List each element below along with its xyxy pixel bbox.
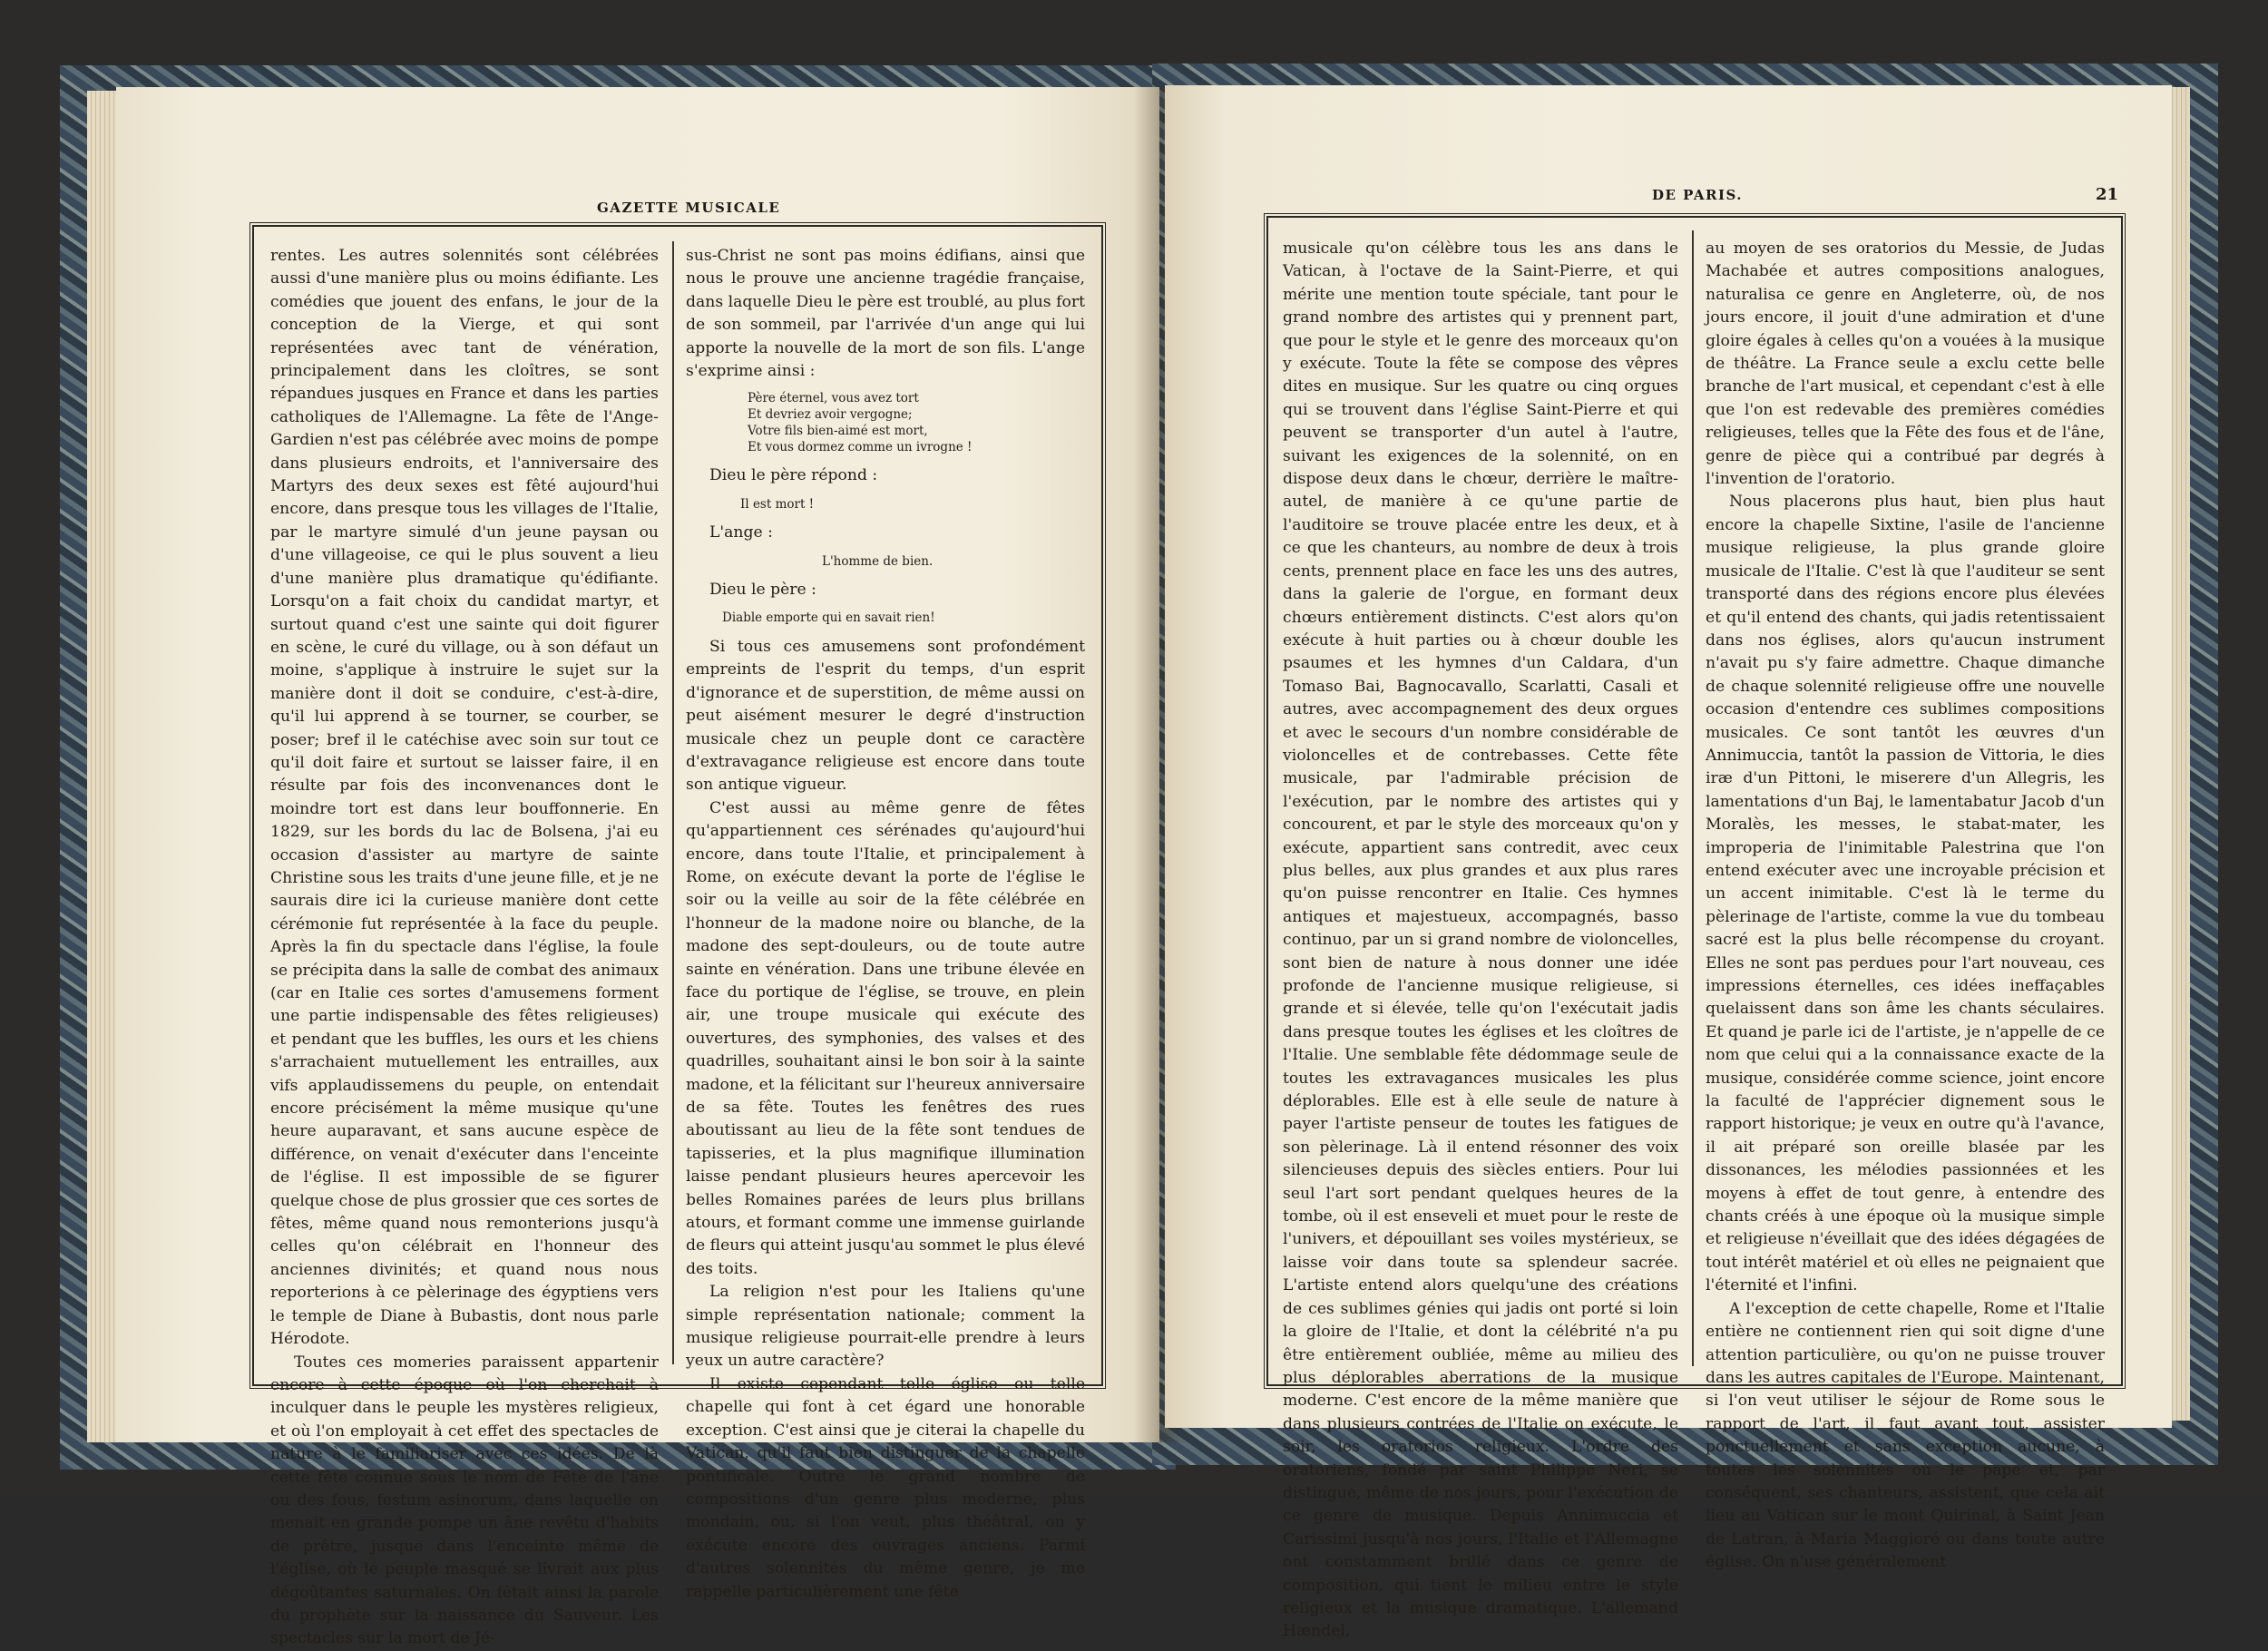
right-running-head: DE PARIS. bbox=[1652, 187, 1743, 203]
dialogue-line: L'homme de bien. bbox=[822, 553, 934, 569]
paragraph: rentes. Les autres solennités sont célébrées aussi d'une manière plus ou moins édifiante. Les comédies que jouent des enfans, le jour de la conception de la Vierge, et qui sont représentées avec tant de vénération, principalement dans les cloîtres, se sont répandues jusques en France et dans les parties catholiques de l'Allemagne. La fête de l'Ange-Gardien n'est pas célébrée avec moins de pompe dans plusieurs endroits, et l'anniversaire des Martyrs des deux sexes est fêté aujourd'hui encore, dans presque tous les villages de l'Italie, par le martyre simulé d'un jeune paysan ou d'une villageoise, ce qui le plus souvent a lieu d'une manière plus dramatique qu'édifiante. Lorsqu'on a fait choix du candidat martyr, et surtout quand c'est une sainte qui doit figurer en scène, le curé du village, ou à son défaut un moine, s'applique à instruire le sujet sur la manière dont il doit se conduire, c'est-à-dire, qu'il lui apprend à se tourner, se courber, se poser; bref il le catéchise avec soin sur tout ce qu'il doit faire et surtout se laisser faire, il en résulte par fois des inconvenances dont le moindre tort est dans leur bouffonnerie. En 1829, sur les bords du lac de Bolsena, j'ai eu occasion d'assister au martyre de sainte Christine sous les traits d'une jeune fille, et je ne saurais dire ici la curieuse manière dont cette cérémonie fut représentée à la face du peuple. Après la fin du spectacle dans l'église, la foule se précipita dans la salle de combat des animaux (car en Italie ces sortes d'amusemens forment une partie indispensable des fêtes religieuses) et pendant que les buffles, les ours et les chiens s'arrachaient mutuellement les entrailles, aux vifs applaudissemens du peuple, on entendait encore précisément la même musique qu'une heure auparavant, et sans aucune espèce de différence, on venait d'exécuter dans l'enceinte de l'église. Il est impossible de se figurer quelque chose de plus grossier que ces sortes de fêtes, même quand nous remonterions jusqu'à celles qu'on célébrait en l'honneur des anciennes divinités; et quand nous nous reporterions à ce pèlerinage des égyptiens vers le temple de Diane à Bubastis, dont nous parle Hérodote. bbox=[270, 247, 659, 1349]
paragraph: A l'exception de cette chapelle, Rome et l'Italie entière ne contiennent rien qui soit digne d'une attention particulière, ou qu'on ne puisse trouver dans les autres capitales de l'Europe. Maintenant, si l'on veut utiliser le séjour de Rome sous le rapport de l'art, il faut avant tout, assister ponctuellement et sans exception aucune, à toutes les solennités où le pape et, par conséquent, ses chanteurs, assistent, que cela ait lieu au Vatican sur le mont Quirinal, à Saint Jean de Latran, à Maria Maggioré ou dans toute autre église. On n'use généralement bbox=[1706, 1299, 2105, 1572]
left-running-head: GAZETTE MUSICALE bbox=[597, 200, 781, 216]
paragraph: Il existe cependant telle église ou telle chapelle qui font à cet égard une honorable exception. C'est ainsi que je citerai la chapelle du Vatican, qu'il faut bien distinguer de la chapelle pontificale. Outre le grand nombre de compositions d'un genre plus moderne, plus mondain, ou, si l'on veut, plus théâtral, on y exécute encore des ouvrages anciens. Parmi d'autres solennités du même genre, je me rappelle particulièrement une fête bbox=[686, 1374, 1085, 1601]
paragraph: La religion n'est pour les Italiens qu'une simple représentation nationale; comment la musique religieuse pourrait-elle prendre à leurs yeux un autre caractère? bbox=[686, 1283, 1085, 1371]
left-column-2 bbox=[686, 245, 1085, 1601]
paragraph: au moyen de ses oratorios du Messie, de Judas Machabée et autres compositions analogues, naturalisa ce genre en Angleterre, où, de nos jours encore, il jouit d'une admiration et d'une gloire égales à celles qu'on a vouées à la musique de théâtre. La France seule a exclu cette belle branche de l'art musical, et cependant c'est à elle que l'on est redevable des premières comédies religieuses, telles que la Fête des fous et de l'âne, genre de pièce qui a contribué par degrés à l'invention de l'oratorio. bbox=[1706, 239, 2105, 489]
right-column-2 bbox=[1706, 238, 2105, 1572]
verse-line: Père éternel, vous avez tort bbox=[748, 391, 919, 406]
verse-line: Et vous dormez comme un ivrogne ! bbox=[748, 440, 973, 455]
left-page bbox=[116, 87, 1159, 1648]
dialogue-speaker: L'ange : bbox=[709, 523, 773, 542]
left-column-1 bbox=[270, 245, 659, 1648]
left-column-2-body bbox=[686, 636, 1085, 1604]
paragraph: Si tous ces amusemens sont profondément empreints de l'esprit du temps, d'un esprit d'ignorance et de superstition, de même aussi on peut aisément mesurer le degré d'instruction musicale chez un peuple dont ce caractère d'extravagance religieuse est encore dans toute son antique vigueur. bbox=[686, 637, 1085, 795]
right-column-rule bbox=[1692, 230, 1694, 1366]
right-column-1 bbox=[1283, 238, 1678, 1641]
dialogue-speaker: Dieu le père répond : bbox=[709, 466, 878, 485]
paragraph: musicale qu'on célèbre tous les ans dans le Vatican, à l'octave de la Saint-Pierre, et qui mérite une mention toute spéciale, tant pour le grand nombre des artistes qui y prennent part, que pour le style et le genre des morceaux qu'on y exécute. Toute la fête se compose des vêpres dites en musique. Sur les quatre ou cinq orgues qui se trouvent dans l'église Saint-Pierre et qui peuvent se transporter d'un autel à l'autre, suivant les exigences de la solennité, on en dispose deux dans le chœur, derrière le maître-autel, de manière à ce qu'une partie de l'auditoire se trouve placée entre les deux, et à ce que les chanteurs, au nombre de deux à trois cents, prennent place en face les uns des autres, dans la galerie de l'orgue, en formant deux chœurs entièrement distincts. C'est alors qu'on exécute à huit parties ou à chœur double les psaumes et les hymnes d'un Caldara, d'un Tomaso Bai, Bagnocavallo, Scarlatti, Casali et autres, avec accompagnement des deux orgues et avec le secours d'un nombre considérable de violoncelles et de contrebasses. Cette fête musicale, par l'admirable précision de l'exécution, par le nombre des artistes qui y concourent, et par le style des morceaux qu'on y exécute, appartient sans contredit, avec ceux plus belles, aux plus grandes et aux plus rares qu'on puisse rencontrer en Italie. Ces hymnes antiques et majestueux, accompagnés, basso continuo, par un si grand nombre de violoncelles, sont bien de nature à nous donner une idée profonde de l'ancienne musique religieuse, si grande et si élevée, telle qu'on l'exécutait jadis dans presque toutes les églises et les cloîtres de l'Italie. Une semblable fête dédommage seule de toutes les extravagances musicales les plus déplorables. Elle est à elle seule de nature à payer l'artiste penseur de toutes les fatigues de son pèlerinage. Là il entend résonner des voix silencieuses depuis des siècles entiers. Pour lui seul l'art sort pendant quelques heures de la tombe, où il est enseveli et muet pour le reste de l'univers, et dépouillant ses voiles mystérieux, se laisse voir dans toute sa splendeur sacrée. L'artiste entend alors quelqu'une des créations de ces sublimes génies qui jadis ont porté si loin la gloire de l'Italie, et dont la célébrité n'a pu être entièrement oubliée, même au milieu des plus déplorables aberrations de la musique moderne. C'est encore de la même manière que dans plusieurs contrées de l'Italie on exécute, le soir, les oratorios religieux. L'ordre des oratoriens, fondé par saint Philippe Neri, se distingue, même de nos jours, pour l'exécution de ce genre de musique. Depuis Annimuccia et Carissimi jusqu'à nos jours, l'Italie et l'Allemagne ont constamment brillé dans ce genre de composition, qui tient le milieu entre le style religieux et la musique dramatique. L'allemand Hændel, bbox=[1283, 239, 1678, 1641]
verse-line: Votre fils bien-aimé est mort, bbox=[748, 424, 928, 439]
paragraph: Toutes ces momeries paraissent appartenir encore à cette époque où l'on cherchait à inculquer dans le peuple les mystères religieux, et où l'on employait à cet effet des spectacles de nature à le familiariser avec ces idées. De là cette fête connue sous le nom de Fête de l'âne ou des fous, festum asinorum, dans laquelle on menait en grande pompe un âne revêtu d'habits de prêtre, jusque dans l'enceinte même de l'église, où le peuple masqué se livrait aux plus dégoûtantes saturnales. On fêtait ainsi la parole du prophète sur la naissance du Sauveur. Les spectacles sur la mort de Jé- bbox=[270, 1353, 659, 1648]
dialogue-line: Il est mort ! bbox=[740, 496, 815, 512]
verse-line: Et devriez avoir vergogne; bbox=[748, 407, 913, 423]
left-column-rule bbox=[672, 241, 674, 1364]
paragraph: Nous placerons plus haut, bien plus haut encore la chapelle Sixtine, l'asile de l'ancienne musique religieuse, la plus grande gloire musicale de l'Italie. C'est là que l'auditeur se sent transporté dans des régions encore plus élevées et qu'il entend des chants, qui jadis retentissaient dans nos églises, alors qu'aucun instrument n'avait pu s'y faire admettre. Chaque dimanche de chaque solennité religieuse offre une nouvelle occasion d'entendre ces sublimes compositions musicales. Ce sont tantôt les œuvres d'un Annimuccia, tantôt la passion de Vittoria, le dies iræ d'un Pittoni, le miserere d'un Allegris, les lamentations d'un Baj, le lamentabatur Jacob d'un Moralès, les messes, le stabat-mater, les improperia de l'inimitable Palestrina que l'on entend exécuter avec une incroyable précision et un accent inimitable. C'est là le terme du pèlerinage de l'artiste, comme la vue du tombeau sacré est la plus belle récompense du croyant. Elles ne sont pas perdues pour l'art nouveau, ces impressions éternelles, ces idées ineffaçables quelaissent dans son âme les chants séculaires. Et quand je parle ici de l'artiste, je n'appelle de ce nom que celui qui a la connaissance exacte de la musique, considérée comme science, joint encore la faculté de l'apprécier dignement sous le rapport historique; je veux en outre qu'à l'avance, il ait préparé son oreille blasée par les dissonances, les mélodies passionnées et les moyens à effet de tout genre, à entendre des chants créés à une époque où la musique simple et religieuse n'éveillait que des idées dégagées de tout intérêt matériel et où elles ne peignaient que l'éternité et l'infini. bbox=[1706, 493, 2105, 1295]
right-page bbox=[1165, 85, 2172, 1641]
dialogue-line: Diable emporte qui en savait rien! bbox=[722, 611, 935, 626]
page-number: 21 bbox=[2096, 185, 2119, 204]
dialogue-speaker: Dieu le père : bbox=[709, 581, 816, 600]
verse-block bbox=[748, 390, 1085, 455]
col2-intro: sus-Christ ne sont pas moins édifians, ainsi que nous le prouve une ancienne tragédie française, dans laquelle Dieu le père est troublé, au plus fort de son sommeil, par l'arrivée d'un ange qui lui apporte la nouvelle de la mort de son fils. L'ange s'exprime ainsi : bbox=[686, 247, 1085, 381]
paragraph: C'est aussi au même genre de fêtes qu'appartiennent ces sérénades qu'aujourd'hui encore, dans toute l'Italie, et principalement à Rome, on exécute devant la porte de l'église le soir ou la veille au soir de la fête célébrée en l'honneur de la madone noire ou blanche, de la madone des sept-douleurs, ou de toute autre sainte en vénération. Dans une tribune élevée en face du portique de l'église, se trouve, en plein air, une troupe musicale qui exécute des ouvertures, des symphonies, des valses et des quadrilles, souhaitant ainsi le bon soir à la sainte madone, et la félicitant sur l'heureux anniversaire de sa fête. Toutes les fenêtres des rues aboutissant au lieu de la fête sont tendues de tapisseries, et la plus magnifique illumination laisse pendant plusieurs heures apercevoir les belles Romaines parées de leurs plus brillans atours, et formant comme une immense guirlande de fleurs qui atteint jusqu'au sommet le plus élevé des toits. bbox=[686, 798, 1085, 1278]
